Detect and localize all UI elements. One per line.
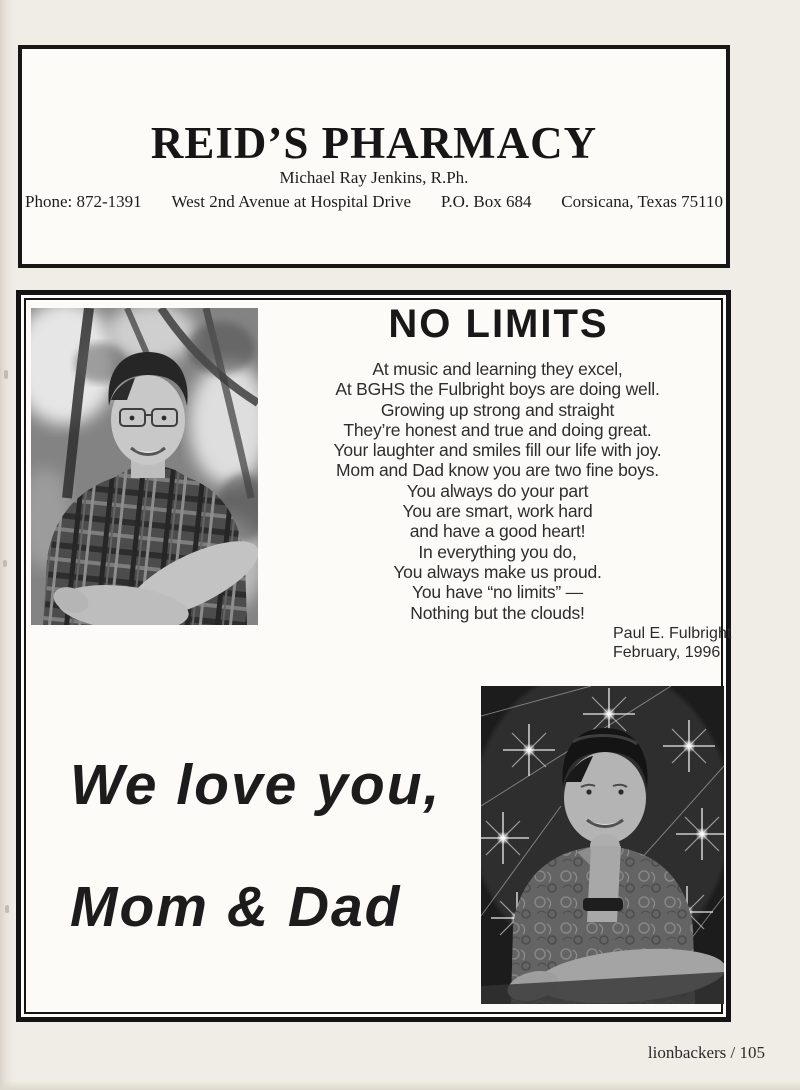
portrait-photo-outdoor — [31, 308, 258, 625]
poem-line: Mom and Dad know you are two fine boys. — [336, 460, 659, 481]
tribute-ad-box — [16, 290, 731, 1022]
pharmacist-name: Michael Ray Jenkins, R.Ph. — [279, 168, 469, 187]
scan-speck — [3, 560, 7, 567]
portrait-photo-studio — [481, 686, 724, 1004]
poem-line: Growing up strong and straight — [380, 399, 615, 420]
poem-line: At music and learning they excel, — [372, 359, 623, 379]
tribute-title: NO LIMITS — [388, 302, 609, 346]
poem-line: Your laughter and smiles fill our life with joy. — [333, 440, 662, 461]
poem-line: and have a good heart! — [409, 521, 586, 542]
poem-line: You have “no limits” — — [411, 582, 583, 603]
tribute-ad-inner-border — [24, 298, 732, 1014]
signature-date: February, 1996 — [613, 643, 721, 661]
page-footer: lionbackers / 105 — [647, 1043, 765, 1062]
poem-line: Nothing but the clouds! — [410, 602, 585, 623]
signature-name: Paul E. Fulbright — [613, 625, 732, 642]
scan-speck — [5, 905, 9, 913]
pharmacy-phone: Phone: 872-1391 — [25, 192, 142, 211]
scan-speck — [4, 370, 8, 379]
tribute-poem — [276, 359, 719, 623]
pharmacy-po-box: P.O. Box 684 — [440, 192, 532, 211]
portrait-photo-outdoor-art — [31, 308, 258, 625]
pharmacy-street: West 2nd Avenue at Hospital Drive — [171, 192, 412, 211]
poem-line: They’re honest and true and doing great. — [343, 419, 652, 440]
poem-line: At BGHS the Fulbright boys are doing well. — [335, 379, 660, 400]
poem-line: You are smart, work hard — [402, 501, 593, 522]
poem-line: You always do your part — [406, 480, 589, 501]
page-bottom-edge — [0, 1081, 800, 1090]
pharmacy-contact-row — [22, 192, 726, 212]
poem-line: You always make us proud. — [393, 561, 602, 582]
pharmacy-city: Corsicana, Texas 75110 — [561, 192, 723, 211]
portrait-photo-studio-art — [481, 686, 724, 1004]
pharmacy-name: REID’S PHARMACY — [150, 118, 598, 168]
tribute-message-line-1: We love you, — [70, 753, 442, 817]
pharmacy-ad-box — [18, 45, 730, 268]
poem-line: In everything you do, — [418, 541, 577, 562]
tribute-signature — [613, 625, 731, 662]
page-binding-edge — [0, 0, 14, 1090]
tribute-message-line-2: Mom & Dad — [70, 875, 402, 939]
